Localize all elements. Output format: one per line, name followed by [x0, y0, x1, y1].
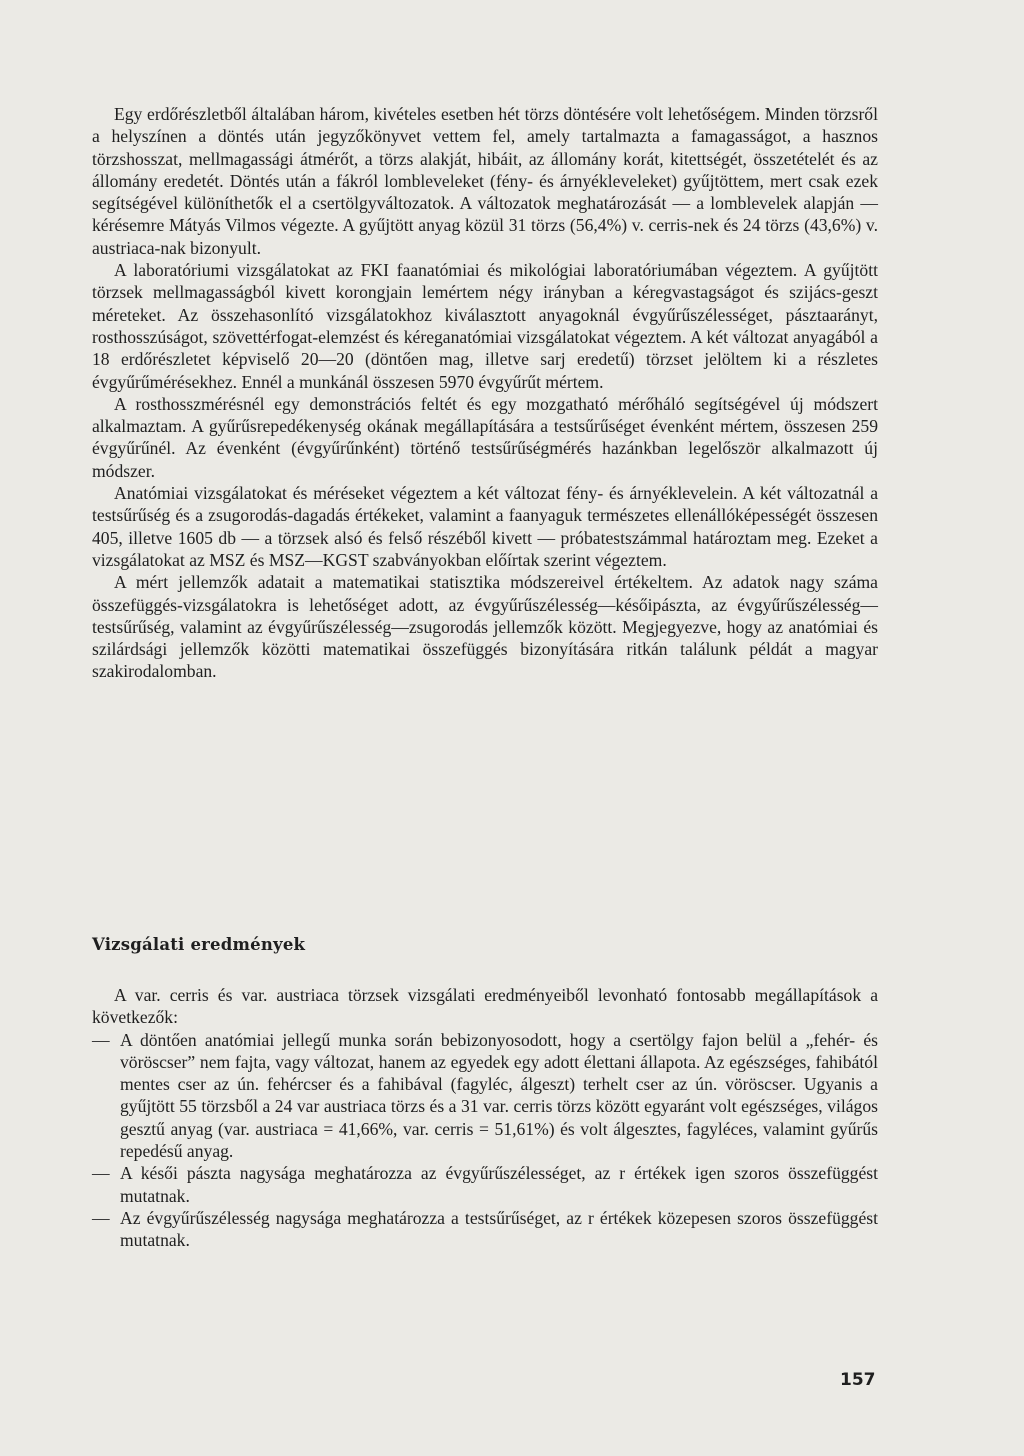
- dash-bullet: —: [92, 1163, 110, 1184]
- paragraph: Egy erdőrészletből általában három, kivételes esetben hét törzs döntésére volt lehetőségem. Minden törzsről a helyszínen a döntés után jegyzőkönyvet vettem fel, amely tartalmazta a famagasságot, a hasznos törzshosszat, mellmagassági átmérőt, a törzs alakját, hibáit, az állomány korát, kitettségét, összetételét és az állomány eredetét. Döntés után a fákról lombleveleket (fény- és árnyékleveleket) gyűjtöttem, mert csak ezek segítségével különíthetők el a csertölgyváltozatok. A változatok meghatározását — a lomblevelek alapján — kérésemre Mátyás Vilmos végezte. A gyűjtött anyag közül 31 törzs (56,4%) v. cerris-nek és 24 törzs (43,6%) v. austriaca-nak bizonyult.: [92, 104, 878, 258]
- list-item-text: Az évgyűrűszélesség nagysága meghatározza a testsűrűséget, az r értékek közepesen szoros összefüggést mutatnak.: [120, 1207, 878, 1251]
- list-item: [92, 1207, 878, 1252]
- list-item: [92, 1029, 878, 1163]
- page-number: 157: [840, 1370, 876, 1390]
- results-section: [92, 984, 878, 1252]
- list-item: [92, 1162, 878, 1207]
- body-text: [92, 103, 878, 683]
- paragraph: Anatómiai vizsgálatokat és méréseket végeztem a két változat fény- és árnyéklevelein. A két változatnál a testsűrűség és a zsugorodás-dagadás értékeket, valamint a faanyaguk természetes ellenállóképességét összesen 405, illetve 1605 db — a törzsek alsó és felső részéből kivett — próbatestszámmal határoztam meg. Ezeket a vizsgálatokat az MSZ és MSZ—KGST szabványokban előírtak szerint végeztem.: [92, 483, 878, 570]
- list-item-text: A döntően anatómiai jellegű munka során bebizonyosodott, hogy a csertölgy fajon belül a „fehér- és vöröscser” nem fajta, vagy változat, hanem az egyedek egy adott élettani állapota. Az egészséges, fahibától mentes cser az ún. fehércser és a fahibával (fagyléc, álgeszt) terhelt cser az ún. vöröscser. Ugyanis a gyűjtött 55 törzsből a 24 var austriaca törzs és a 31 var. cerris törzs között egyaránt volt egészséges, világos gesztű anyag (var. austriaca = 41,66%, var. cerris = 51,61%) és volt álgesztes, fagyléces, valamint gyűrűs repedésű anyag.: [120, 1029, 878, 1162]
- list-item-text: A késői pászta nagysága meghatározza az évgyűrűszélességet, az r értékek igen szoros összefüggést mutatnak.: [120, 1163, 878, 1206]
- paragraph: A mért jellemzők adatait a matematikai statisztika módszereivel értékeltem. Az adatok nagy száma összefüggés-vizsgálatokra is lehetőséget adott, az évgyűrűszélesség—későipászta, az évgyűrűszélesség—testsűrűség, valamint az évgyűrűszélesség—zsugorodás jellemzők között. Megjegyezve, hogy az anatómiai és szilárdsági jellemzők közötti matematikai összefüggés bizonyítására ritkán találunk példát a magyar szakirodalomban.: [92, 572, 878, 682]
- paragraph: A laboratóriumi vizsgálatokat az FKI faanatómiai és mikológiai laboratóriumában végeztem. A gyűjtött törzsek mellmagasságból kivett korongjain lemértem négy irányban a kéregvastagságot és szijács-geszt méreteket. Az összehasonlító vizsgálatokhoz kiválasztott anyagoknál évgyűrűszélességet, pásztaarányt, rosthosszúságot, szövettérfogat-elemzést és kéreganatómiai vizsgálatokat végeztem. A két változat anyagából a 18 erdőrészletet képviselő 20—20 (döntően mag, illetve sarj eredetű) törzset jelöltem ki a részletes évgyűrűmérésekhez. Ennél a munkánál összesen 5970 évgyűrűt mértem.: [92, 260, 878, 392]
- results-intro: A var. cerris és var. austriaca törzsek vizsgálati eredményeiből levonható fontosabb megállapítások a következők:: [92, 985, 878, 1028]
- paragraph: A rosthosszmérésnél egy demonstrációs feltét és egy mozgatható mérőháló segítségével új módszert alkalmaztam. A gyűrűsrepedékenység okának megállapítására a testsűrűséget évenként mértem, összesen 259 évgyűrűnél. Az évenként (évgyűrűnként) történő testsűrűségmérés hazánkban legelőször alkalmazott új módszer.: [92, 393, 878, 481]
- section-heading: Vizsgálati eredmények: [92, 935, 306, 954]
- dash-bullet: —: [92, 1207, 110, 1228]
- dash-bullet: —: [92, 1029, 110, 1050]
